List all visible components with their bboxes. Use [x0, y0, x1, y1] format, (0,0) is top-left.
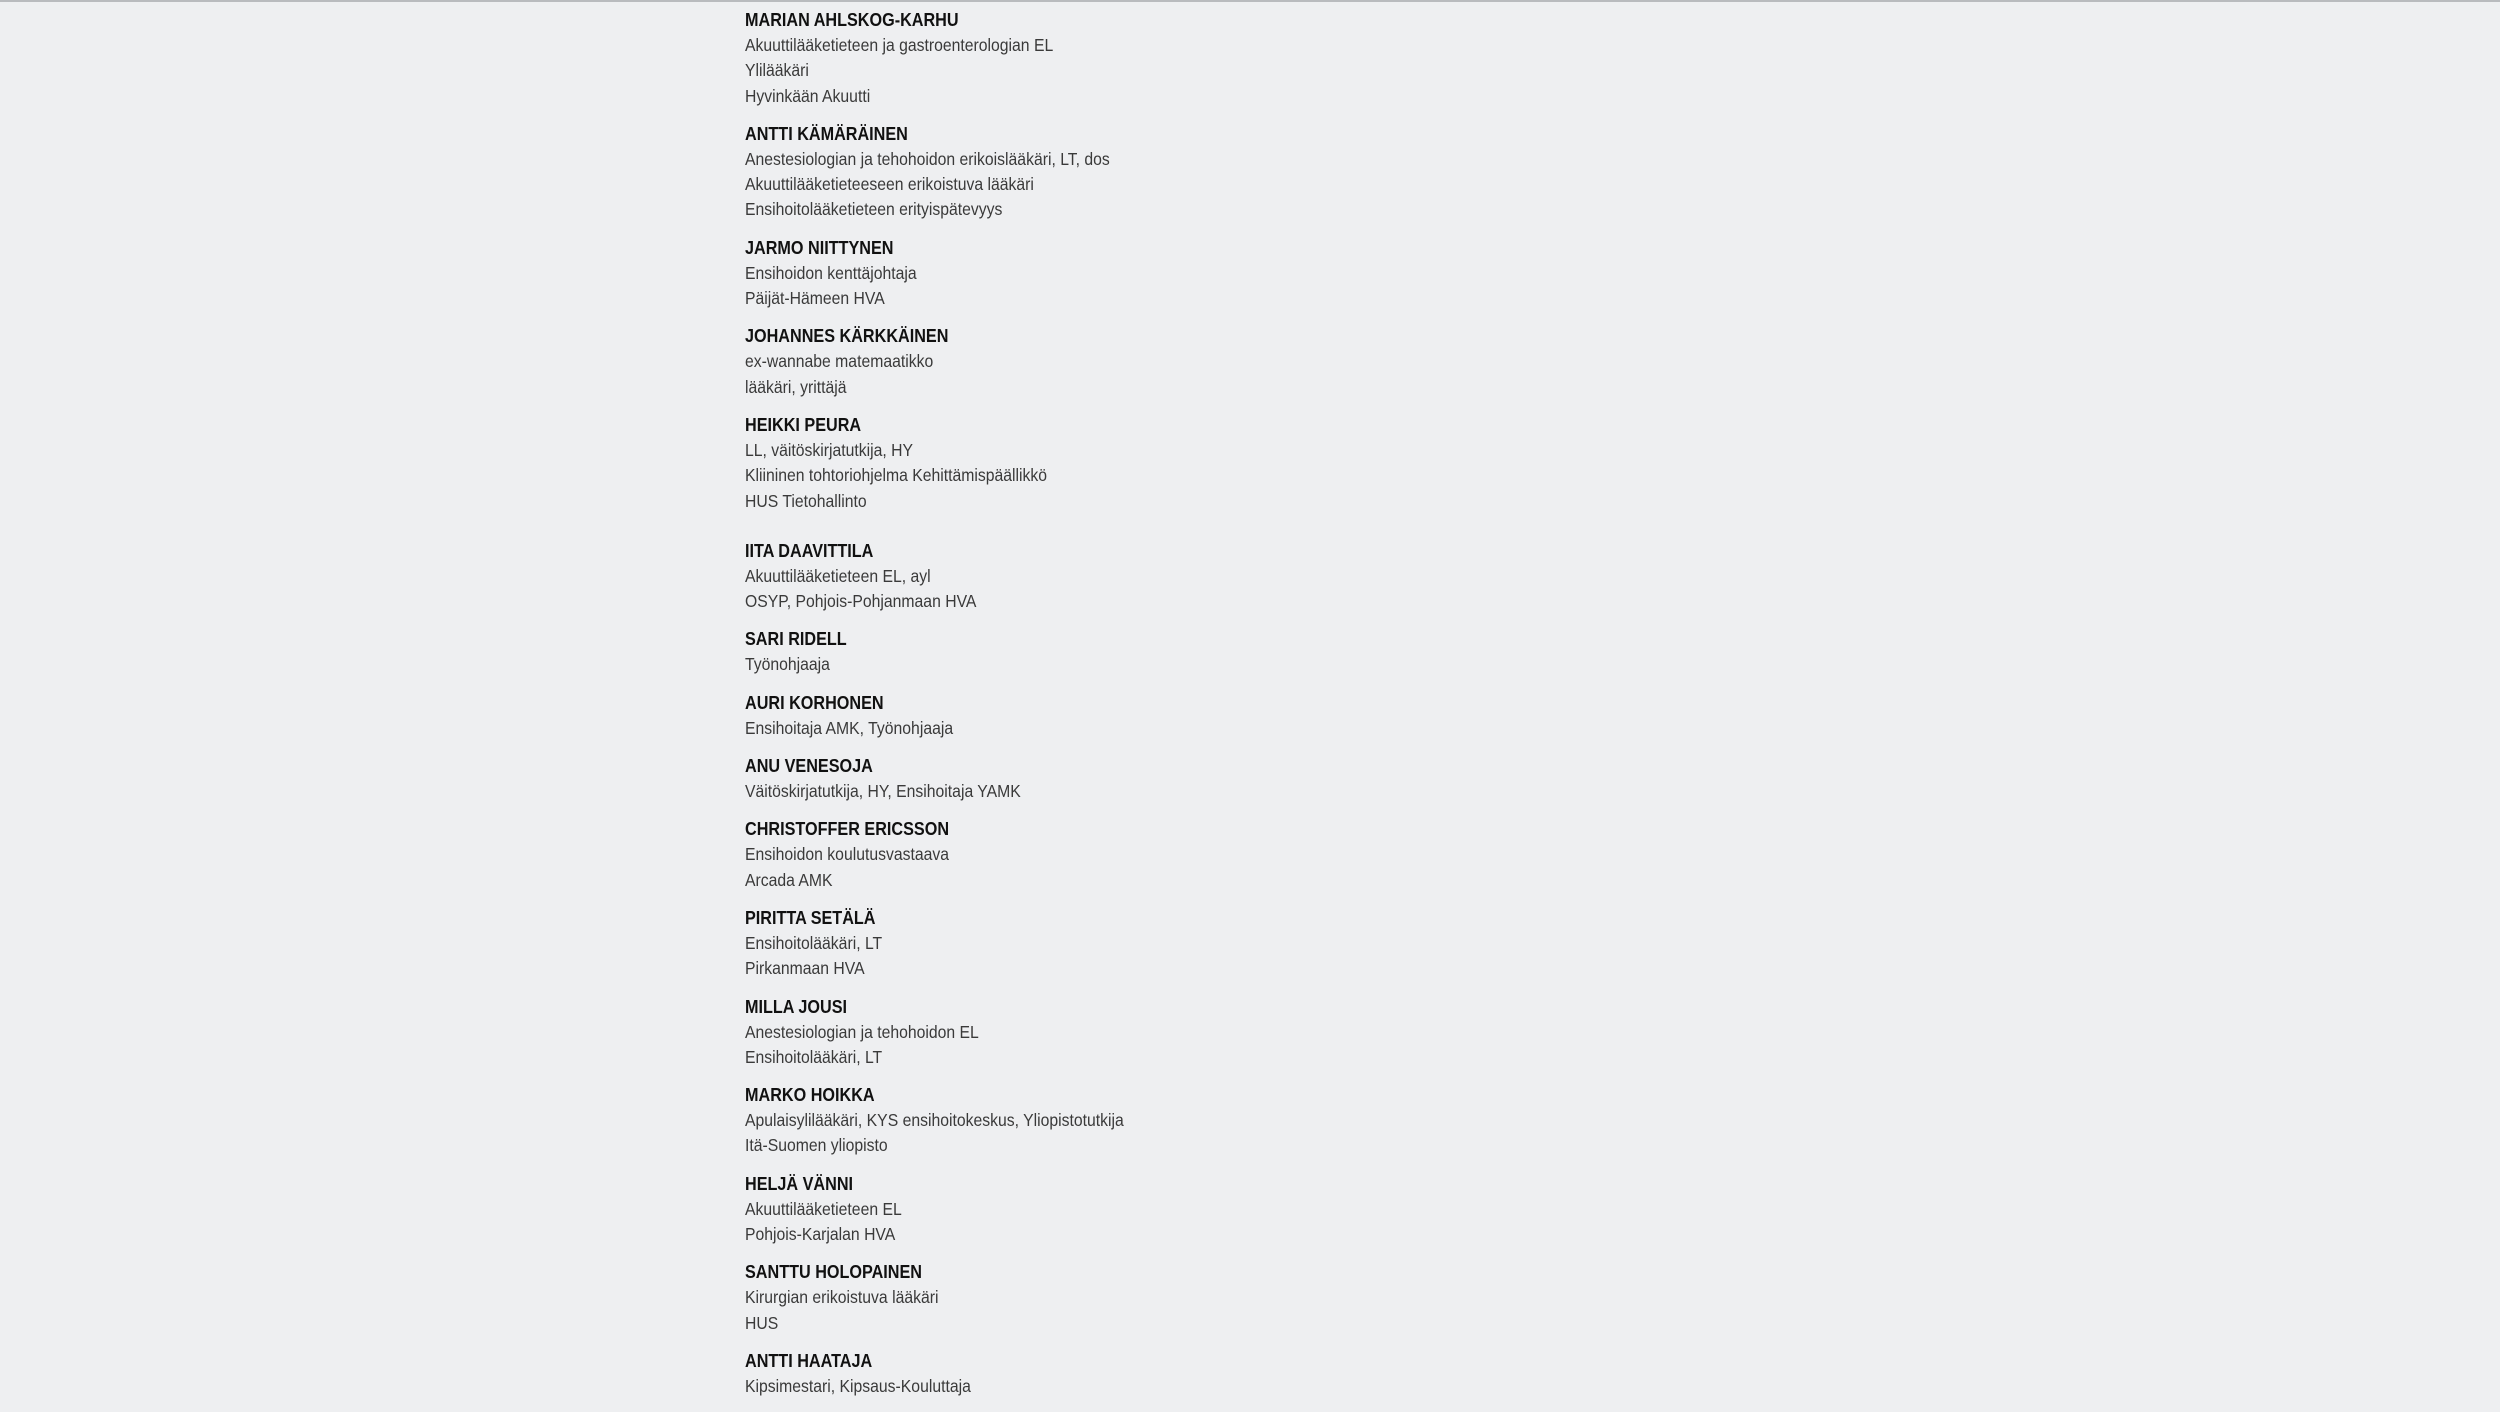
speaker-name: PIRITTA SETÄLÄ	[745, 907, 876, 928]
speaker-name: ANU VENESOJA	[745, 756, 873, 777]
speaker-detail-line: Kipsimestari, Kipsaus-Kouluttaja	[745, 1375, 971, 1396]
speaker-entry	[745, 1349, 1645, 1399]
speaker-detail-line: Ensihoidon kenttäjohtaja	[745, 262, 917, 283]
speaker-name: CHRISTOFFER ERICSSON	[745, 819, 950, 840]
speaker-detail-line: lääkäri, yrittäjä	[745, 376, 847, 397]
speaker-detail-line: Arcada AMK	[745, 869, 833, 890]
speaker-entry	[745, 817, 1645, 893]
speaker-detail-line: LL, väitöskirjatutkija, HY	[745, 439, 914, 460]
speaker-detail-line: Ensihoitolääketieteen erityispätevyys	[745, 199, 1003, 220]
speaker-name: AURI KORHONEN	[745, 692, 884, 713]
speaker-name: MARKO HOIKKA	[745, 1085, 875, 1106]
speaker-entry	[745, 236, 1645, 312]
speaker-detail-line: Anestesiologian ja tehohoidon EL	[745, 1021, 979, 1042]
speaker-detail-line: Pohjois-Karjalan HVA	[745, 1224, 896, 1245]
speaker-entry	[745, 413, 1645, 514]
speaker-name: MILLA JOUSI	[745, 996, 848, 1017]
speaker-list	[745, 8, 1645, 1412]
speaker-name: JARMO NIITTYNEN	[745, 237, 894, 258]
speaker-entry	[745, 122, 1645, 223]
speaker-detail-line: Akuuttilääketieteeseen erikoistuva lääkäri	[745, 174, 1034, 195]
speaker-entry	[745, 1172, 1645, 1248]
speaker-name: HELJÄ VÄNNI	[745, 1173, 854, 1194]
speaker-entry	[745, 906, 1645, 982]
speaker-detail-line: Väitöskirjatutkija, HY, Ensihoitaja YAMK	[745, 781, 1021, 802]
speaker-detail-line: Akuuttilääketieteen EL, ayl	[745, 565, 931, 586]
speaker-name: JOHANNES KÄRKKÄINEN	[745, 326, 949, 347]
speaker-detail-line: Apulaisylilääkäri, KYS ensihoitokeskus, Yliopistotutkija	[745, 1110, 1124, 1131]
speaker-detail-line: OSYP, Pohjois-Pohjanmaan HVA	[745, 591, 977, 612]
speaker-name: SANTTU HOLOPAINEN	[745, 1262, 923, 1283]
speaker-detail-line: Ensihoitolääkäri, LT	[745, 1046, 883, 1067]
speaker-detail-line: Ensihoidon koulutusvastaava	[745, 844, 950, 865]
speaker-detail-line: Ensihoitolääkäri, LT	[745, 932, 883, 953]
speaker-entry	[745, 8, 1645, 109]
speaker-detail-line: Hyvinkään Akuutti	[745, 85, 871, 106]
speaker-detail-line: Kliininen tohtoriohjelma Kehittämispäällikkö	[745, 465, 1048, 486]
speaker-detail-line: HUS Tietohallinto	[745, 490, 867, 511]
speaker-name: IITA DAAVITTILA	[745, 540, 874, 561]
speaker-detail-line: Itä-Suomen yliopisto	[745, 1135, 888, 1156]
speaker-detail-line: ex-wannabe matemaatikko	[745, 351, 934, 372]
speaker-detail-line: Ensihoitaja AMK, Työnohjaaja	[745, 717, 954, 738]
speaker-detail-line: Akuuttilääketieteen ja gastroenterologian EL	[745, 35, 1054, 55]
speaker-entry	[745, 324, 1645, 400]
speaker-entry	[745, 1260, 1645, 1336]
speaker-entry	[745, 754, 1645, 804]
speaker-entry	[745, 539, 1645, 615]
speaker-name: SARI RIDELL	[745, 629, 847, 650]
speaker-name: ANTTI HAATAJA	[745, 1350, 873, 1371]
speaker-detail-line: Ylilääkäri	[745, 60, 809, 81]
speaker-detail-line: HUS	[745, 1312, 779, 1333]
speaker-entry	[745, 995, 1645, 1071]
speaker-entry	[745, 1083, 1645, 1159]
speaker-detail-line: Päijät-Hämeen HVA	[745, 288, 885, 309]
speaker-detail-line: Kirurgian erikoistuva lääkäri	[745, 1287, 939, 1308]
speaker-detail-line: Anestesiologian ja tehohoidon erikoislääkäri, LT, dos	[745, 148, 1110, 169]
speaker-detail-line: Akuuttilääketieteen EL	[745, 1198, 902, 1219]
speaker-name: ANTTI KÄMÄRÄINEN	[745, 123, 908, 144]
speaker-entry	[745, 691, 1645, 741]
speaker-name: HEIKKI PEURA	[745, 414, 862, 435]
speaker-entry	[745, 627, 1645, 677]
speaker-name: MARIAN AHLSKOG-KARHU	[745, 10, 959, 30]
speaker-detail-line: Pirkanmaan HVA	[745, 958, 865, 979]
speaker-detail-line: Työnohjaaja	[745, 654, 830, 675]
